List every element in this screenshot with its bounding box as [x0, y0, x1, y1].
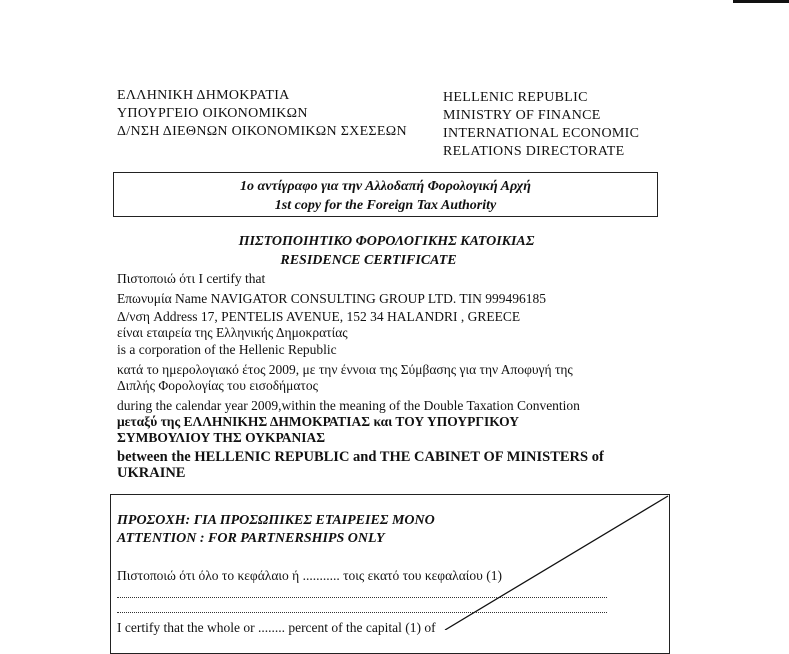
company-greek-line: είναι εταιρεία της Ελληνικής Δημοκρατίας — [117, 325, 348, 340]
strike-line — [445, 496, 668, 630]
company-english-line: is a corporation of the Hellenic Republic — [117, 342, 337, 357]
attention-greek-line: Πιστοποιώ ότι όλο το κεφάλαιο ή ........... τοις εκατό του κεφαλαίου (1) — [117, 568, 502, 583]
header-english-1: HELLENIC REPUBLIC — [443, 90, 588, 105]
attention-english: ATTENTION : FOR PARTNERSHIPS ONLY — [117, 531, 385, 546]
attention-greek: ΠΡΟΣΟΧΗ: ΓΙΑ ΠΡΟΣΩΠΙΚΕΣ ΕΤΑΙΡΕΙΕΣ ΜΟΝΟ — [117, 513, 435, 528]
header-greek-2: ΥΠΟΥΡΓΕΙΟ ΟΙΚΟΝΟΜΙΚΩΝ — [117, 106, 308, 121]
year-greek-line-1: κατά το ημερολογιακό έτος 2009, με την έννοια της Σύμβασης για την Αποφυγή της — [117, 362, 573, 377]
between-greek-line-2: ΣΥΜΒΟΥΛΙΟΥ ΤΗΣ ΟΥΚΡΑΝΙΑΣ — [117, 430, 326, 445]
between-english-line-2: UKRAINE — [117, 465, 186, 481]
address-line: Δ/νση Address 17, PENTELIS AVENUE, 152 34 HALANDRI , GREECE — [117, 309, 521, 324]
attention-english-line: I certify that the whole or ........ percent of the capital (1) of — [117, 620, 436, 635]
header-english-2: MINISTRY OF FINANCE — [443, 108, 601, 123]
header-greek-3: Δ/ΝΣΗ ΔΙΕΘΝΩΝ ΟΙΚΟΝΟΜΙΚΩΝ ΣΧΕΣΕΩΝ — [117, 124, 407, 139]
copy-box-english: 1st copy for the Foreign Tax Authority — [274, 198, 497, 213]
name-line: Επωνυμία Name NAVIGATOR CONSULTING GROUP LTD. TIN 999496185 — [117, 291, 546, 306]
year-english-line: during the calendar year 2009,within the meaning of the Double Taxation Convention — [117, 398, 580, 413]
header-greek-1: ΕΛΛΗΝΙΚΗ ΔΗΜΟΚΡΑΤΙΑ — [117, 88, 290, 103]
header-english-4: RELATIONS DIRECTORATE — [443, 144, 625, 159]
copy-box-greek: 1ο αντίγραφο για την Αλλοδαπή Φορολογική Αρχή — [240, 179, 531, 194]
certify-line: Πιστοποιώ ότι I certify that — [117, 271, 266, 286]
between-greek-line-1: μεταξύ της ΕΛΛΗΝΙΚΗΣ ΔΗΜΟΚΡΑΤΙΑΣ και ΤΟΥ ΥΠΟΥΡΓΙΚΟΥ — [117, 414, 520, 429]
year-greek-line-2: Διπλής Φορολογίας του εισοδήματος — [117, 378, 318, 393]
certificate-title-greek: ΠΙΣΤΟΠΟΙΗΤΙΚΟ ΦΟΡΟΛΟΓΙΚΗΣ ΚΑΤΟΙΚΙΑΣ — [238, 234, 535, 249]
header-english-3: INTERNATIONAL ECONOMIC — [443, 126, 640, 141]
between-english-line-1: between the HELLENIC REPUBLIC and THE CABINET OF MINISTERS of — [117, 449, 604, 465]
certificate-title-english: RESIDENCE CERTIFICATE — [280, 253, 457, 268]
